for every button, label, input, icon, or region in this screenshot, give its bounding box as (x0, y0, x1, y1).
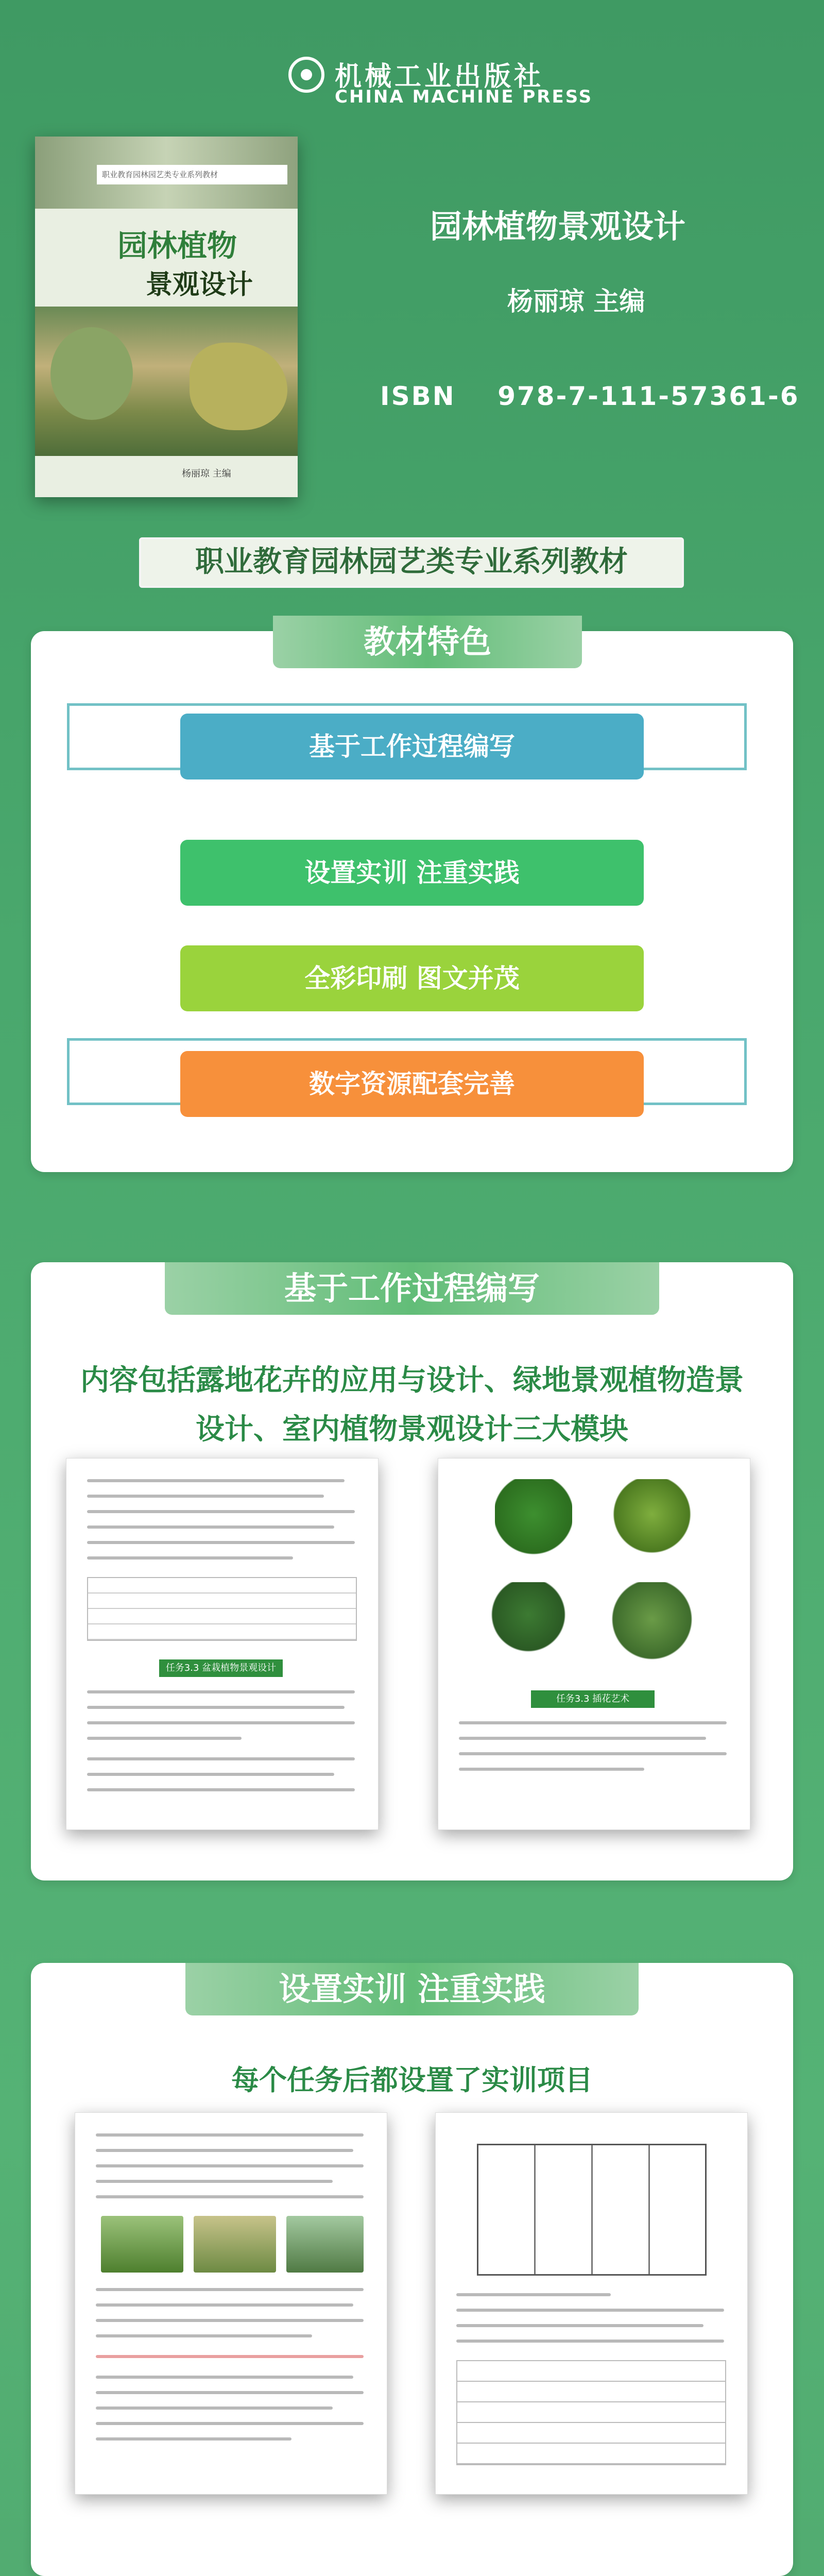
planting-photo-2 (194, 2216, 276, 2273)
text-line (87, 1737, 242, 1740)
planting-photo-3 (286, 2216, 364, 2273)
section1-subtitle-1: 内容包括露地花卉的应用与设计、绿地景观植物造景 (80, 1364, 744, 1397)
text-line (456, 2324, 703, 2327)
feature-item-1: 基于工作过程编写 (180, 714, 644, 779)
text-line (96, 2195, 364, 2198)
cover-garden-photo (35, 307, 298, 456)
book-title: 园林植物景观设计 (430, 208, 686, 245)
series-banner: 职业教育园林园艺类专业系列教材 (139, 537, 684, 588)
features-panel (31, 623, 793, 1172)
plant-photo-palm (608, 1479, 696, 1567)
text-line (96, 2406, 333, 2410)
planting-photo-1 (101, 2216, 183, 2273)
plant-photo-fern (495, 1479, 572, 1567)
floor-plan (477, 2144, 707, 2276)
table-block (87, 1577, 357, 1641)
task-tag: 任务3.3 盆栽植物景观设计 (159, 1659, 283, 1677)
sample-page-2b (435, 2112, 748, 2495)
text-line (96, 2303, 353, 2307)
section1-subtitle-2: 设计、室内植物景观设计三大模块 (196, 1413, 628, 1446)
section2-subtitle: 每个任务后都设置了实训项目 (231, 2064, 593, 2096)
text-line (87, 1510, 355, 1513)
text-line (96, 2334, 312, 2337)
text-line (87, 1541, 355, 1544)
sample-page-1a (66, 1458, 379, 1830)
text-line (87, 1721, 355, 1724)
task-tag: 任务3.3 插花艺术 (531, 1690, 655, 1708)
feature-item-2: 设置实训 注重实践 (180, 840, 644, 906)
text-line (87, 1757, 355, 1760)
publisher-name-cn: 机械工业出版社 (335, 61, 544, 92)
publisher-name-en: CHINA MACHINE PRESS (335, 87, 593, 107)
text-line (96, 2437, 291, 2441)
publisher-logo-icon (288, 57, 324, 93)
text-line (96, 2180, 333, 2183)
section1-heading: 基于工作过程编写 (165, 1262, 659, 1315)
text-line (459, 1768, 644, 1771)
sample-page-2a (75, 2112, 387, 2495)
cover-author: 杨丽琼 主编 (182, 468, 231, 479)
text-line (87, 1788, 355, 1791)
text-line (96, 2355, 364, 2358)
text-line (456, 2340, 724, 2343)
features-heading: 教材特色 (273, 616, 582, 668)
text-line (87, 1773, 334, 1776)
text-line (456, 2309, 724, 2312)
cover-series-band: 职业教育园林园艺类专业系列教材 (97, 165, 287, 184)
text-line (87, 1690, 355, 1693)
text-line (96, 2319, 364, 2322)
text-line (96, 2149, 353, 2152)
text-line (96, 2133, 364, 2137)
plant-table (456, 2360, 726, 2465)
book-cover (35, 137, 298, 497)
text-line (96, 2422, 364, 2425)
text-line (87, 1526, 334, 1529)
text-line (459, 1752, 727, 1755)
isbn: ISBN 978-7-111-57361-6 (380, 381, 800, 411)
plant-photo-tree (490, 1582, 567, 1675)
text-line (87, 1495, 324, 1498)
cover-title-line2: 景观设计 (146, 269, 253, 300)
text-line (87, 1479, 345, 1482)
text-line (459, 1737, 706, 1740)
plant-photo-bonsai (608, 1582, 696, 1675)
section2-heading: 设置实训 注重实践 (185, 1963, 639, 2015)
feature-item-4: 数字资源配套完善 (180, 1051, 644, 1117)
sample-page-1b (438, 1458, 750, 1830)
text-line (87, 1706, 345, 1709)
cover-title-line1: 园林植物 (117, 228, 237, 263)
text-line (459, 1721, 727, 1724)
book-author: 杨丽琼 主编 (507, 286, 645, 316)
feature-item-3: 全彩印刷 图文并茂 (180, 945, 644, 1011)
text-line (96, 2288, 364, 2291)
text-line (96, 2376, 353, 2379)
text-line (87, 1556, 293, 1560)
text-line (96, 2164, 364, 2167)
text-line (96, 2391, 364, 2394)
text-line (456, 2293, 611, 2296)
